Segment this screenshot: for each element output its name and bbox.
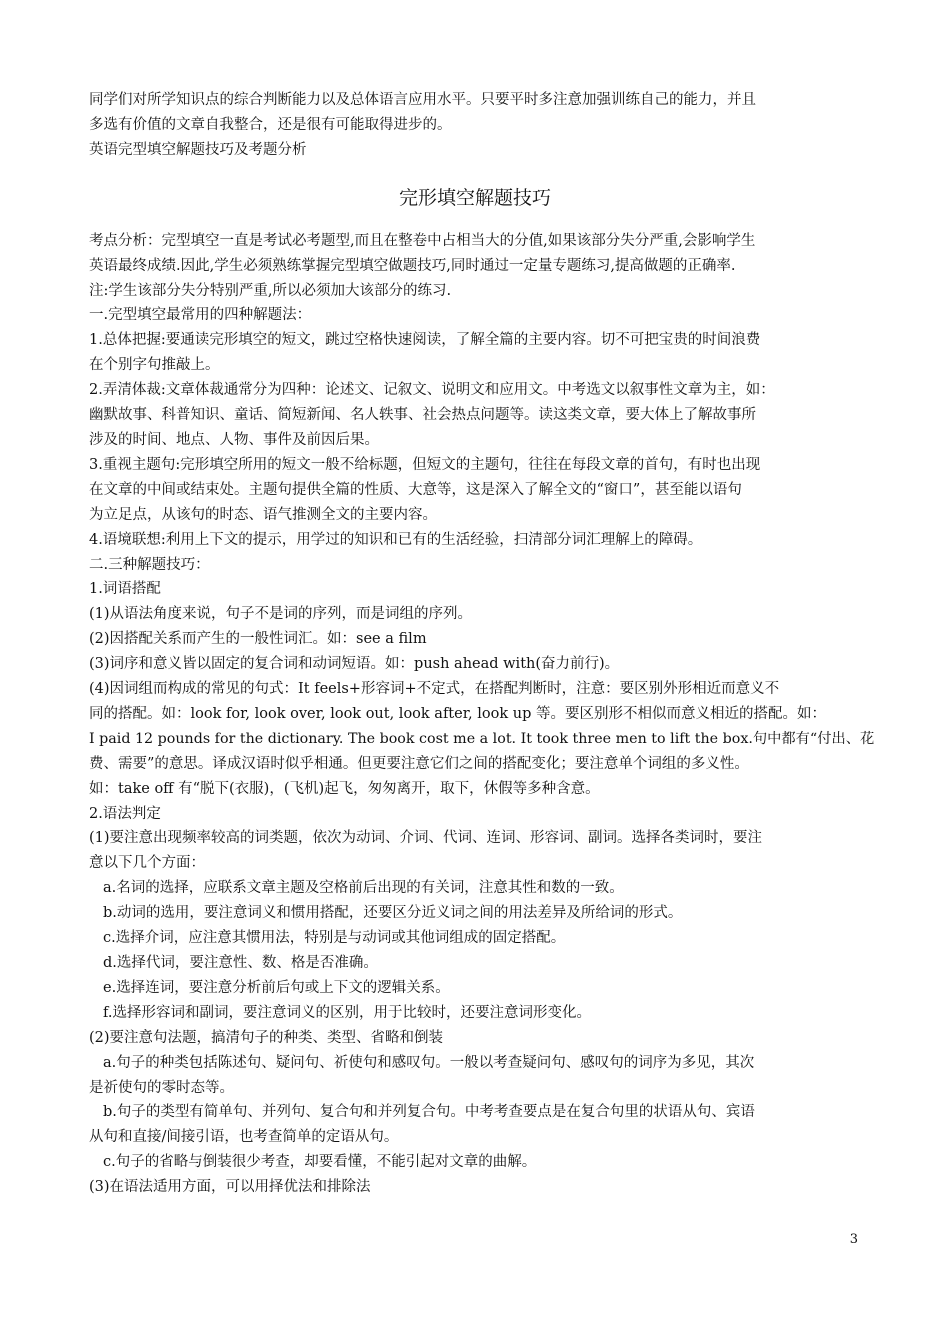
text-line: (1)从语法角度来说，句子不是词的序列，而是词组的序列。 bbox=[89, 606, 473, 623]
intro-line: 同学们对所学知识点的综合判断能力以及总体语言应用水平。只要平时多注意加强训练自己的能力，并且 bbox=[89, 92, 756, 108]
text-line: d.选择代词，要注意性、数、格是否准确。 bbox=[103, 955, 378, 971]
text-line: 为立足点，从该句的时态、语气推测全文的主要内容。 bbox=[89, 506, 437, 523]
text-line: 如：take off 有“脱下(衣服)，(飞机)起飞，匆匆离开，取下，休假等多种含意。 bbox=[89, 780, 600, 797]
text-line: 在个别字句推敲上。 bbox=[89, 357, 220, 374]
subheading-line: 2.语法判定 bbox=[89, 805, 161, 822]
text-line: (3)在语法适用方面，可以用择优法和排除法 bbox=[89, 1179, 371, 1196]
text-line: 意以下几个方面： bbox=[89, 855, 205, 872]
page-number: 3 bbox=[849, 1232, 858, 1247]
section-title: 完形填空解题技巧 bbox=[398, 186, 551, 209]
intro-heading: 英语完型填空解题技巧及考题分析 bbox=[89, 141, 307, 158]
text-line: 从句和直接/间接引语，也考查简单的定语从句。 bbox=[89, 1129, 399, 1146]
text-line: 3.重视主题句:完形填空所用的短文一般不给标题，但短文的主题句，往往在每段文章的首句，有时也出现 bbox=[89, 456, 761, 473]
text-line: 4.语境联想:利用上下文的提示，用学过的知识和已有的生活经验，扫清部分词汇理解上的障碍。 bbox=[89, 531, 703, 548]
text-line: a.名词的选择，应联系文章主题及空格前后出现的有关词，注意其性和数的一致。 bbox=[103, 880, 624, 897]
document-page bbox=[89, 88, 875, 1200]
text-line: c.选择介词，应注意其惯用法，特别是与动词或其他词组成的固定搭配。 bbox=[103, 930, 566, 947]
text-line: e.选择连词，要注意分析前后句或上下文的逻辑关系。 bbox=[103, 979, 450, 996]
text-line: a.句子的种类包括陈述句、疑问句、祈使句和感叹句。一般以考查疑问句、感叹句的词序为多见，其次 bbox=[103, 1054, 755, 1071]
text-line: (1)要注意出现频率较高的词类题，依次为动词、介词、代词、连词、形容词、副词。选择各类词时，要注 bbox=[89, 830, 763, 847]
text-line: 2.弄清体裁:文章体裁通常分为四种：论述文、记叙文、说明文和应用文。中考选文以叙事性文章为主，如： bbox=[89, 382, 775, 399]
text-line: 1.总体把握:要通读完形填空的短文，跳过空格快速阅读，了解全篇的主要内容。切不可把宝贵的时间浪费 bbox=[89, 332, 761, 349]
intro-line: 多选有价值的文章自我整合，还是很有可能取得进步的。 bbox=[89, 116, 452, 133]
text-line: 英语最终成绩.因此,学生必须熟练掌握完型填空做题技巧,同时通过一定量专题练习,提高做题的正确率. bbox=[89, 257, 736, 274]
text-line: 涉及的时间、地点、人物、事件及前因后果。 bbox=[89, 431, 379, 448]
text-line: I paid 12 pounds for the dictionary. The book cost me a lot. It took three men to lift the box.句中都有“付出、花 bbox=[89, 730, 875, 747]
text-line: 费、需要”的意思。译成汉语时似乎相通。但更要注意它们之间的搭配变化；要注意单个词组的多义性。 bbox=[89, 755, 749, 772]
text-line: 在文章的中间或结束处。主题句提供全篇的性质、大意等，这是深入了解全文的“窗口”，甚至能以语句 bbox=[89, 481, 742, 498]
text-line: 是祈使句的零时态等。 bbox=[89, 1079, 234, 1096]
text-line: (4)因词组而构成的常见的句式：It feels+形容词+不定式，在搭配判断时，注意：要区别外形相近而意义不 bbox=[89, 681, 780, 698]
subheading-line: 1.词语搭配 bbox=[89, 581, 161, 598]
text-line: (3)词序和意义皆以固定的复合词和动词短语。如：push ahead with(奋力前行)。 bbox=[89, 656, 620, 673]
text-line: b.动词的选用，要注意词义和惯用搭配，还要区分近义词之间的用法差异及所给词的形式。 bbox=[103, 905, 683, 922]
heading-line: 一.完型填空最常用的四种解题法： bbox=[89, 307, 312, 324]
text-line: 幽默故事、科普知识、童话、简短新闻、名人轶事、社会热点问题等。读这类文章，要大体上了解故事所 bbox=[89, 407, 756, 424]
heading-line: 二.三种解题技巧： bbox=[89, 556, 210, 573]
text-line: (2)要注意句法题，搞清句子的种类、类型、省略和倒装 bbox=[89, 1029, 444, 1046]
text-line: b.句子的类型有简单句、并列句、复合句和并列复合句。中考考查要点是在复合句里的状语从句、宾语 bbox=[103, 1104, 755, 1121]
text-line: (2)因搭配关系而产生的一般性词汇。如：see a film bbox=[89, 631, 427, 648]
text-line: 注:学生该部分失分特别严重,所以必须加大该部分的练习. bbox=[89, 282, 452, 299]
text-line: f.选择形容词和副词，要注意词义的区别，用于比较时，还要注意词形变化。 bbox=[103, 1004, 591, 1021]
text-line: 考点分析：完型填空一直是考试必考题型,而且在整卷中占相当大的分值,如果该部分失分严重,会影响学生 bbox=[89, 232, 756, 249]
text-line: 同的搭配。如：look for, look over, look out, look after, look up 等。要区别形不相似而意义相近的搭配。如： bbox=[89, 705, 826, 722]
text-line: c.句子的省略与倒装很少考查，却要看懂，不能引起对文章的曲解。 bbox=[103, 1154, 537, 1171]
